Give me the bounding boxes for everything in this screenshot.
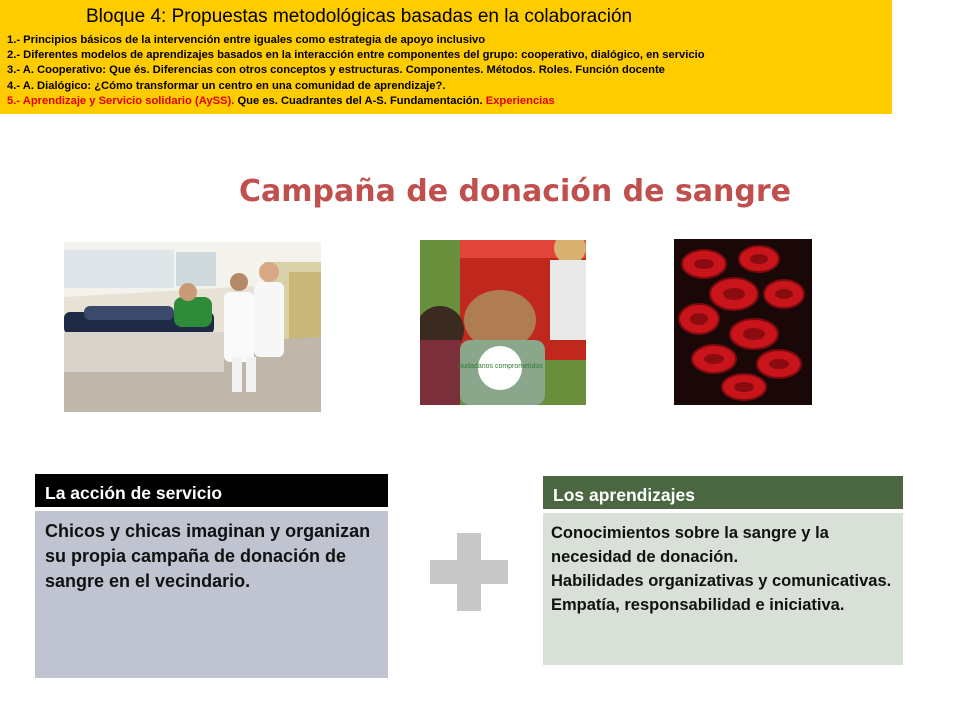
red-blood-cells-photo xyxy=(674,239,812,405)
learning-description xyxy=(543,513,903,665)
banner-topic-highlight: 5.- Aprendizaje y Servicio solidario (AySS). xyxy=(7,94,235,107)
banner-topic-item-highlighted xyxy=(7,94,705,109)
banner-topic-list xyxy=(7,33,705,109)
topic-banner xyxy=(0,0,892,114)
banner-topic-item: 2.- Diferentes modelos de aprendizajes basados en la interacción entre componentes del grupo: cooperativo, dialógico, en servicio xyxy=(7,49,705,62)
plus-icon xyxy=(430,533,508,611)
shirt-badge-text: ciudadanos comprometidos xyxy=(457,363,543,370)
banner-topic-item: 1.- Principios básicos de la intervención entre iguales como estrategia de apoyo inclusivo xyxy=(7,34,486,46)
service-header: La acción de servicio xyxy=(35,474,388,507)
service-description: Chicos y chicas imaginan y organizan su propia campaña de donación de sangre en el vecindario. xyxy=(35,511,388,678)
banner-title: Bloque 4: Propuestas metodológicas basadas en la colaboración xyxy=(86,6,633,27)
slide-title: Campaña de donación de sangre xyxy=(238,174,792,209)
banner-topic-item: 3.- A. Cooperativo: Que és. Diferencias con otros conceptos y estructuras. Componentes. Métodos. Roles. Función docente xyxy=(7,64,665,77)
donation-bus-photo xyxy=(64,242,321,412)
children-campaign-photo xyxy=(420,240,586,405)
banner-topic-plain: Que es. Cuadrantes del A-S. Fundamentación. xyxy=(234,94,483,107)
learning-item: Conocimientos sobre la sangre y la necesidad de donación. xyxy=(551,524,829,566)
learning-header: Los aprendizajes xyxy=(543,476,903,509)
learning-item: Habilidades organizativas y comunicativas. xyxy=(551,572,892,590)
banner-topic-highlight: Experiencias xyxy=(482,94,555,107)
learning-item: Empatía, responsabilidad e iniciativa. xyxy=(551,596,845,614)
banner-topic-item: 4.- A. Dialógico: ¿Cómo transformar un centro en una comunidad de aprendizaje?. xyxy=(7,79,446,92)
